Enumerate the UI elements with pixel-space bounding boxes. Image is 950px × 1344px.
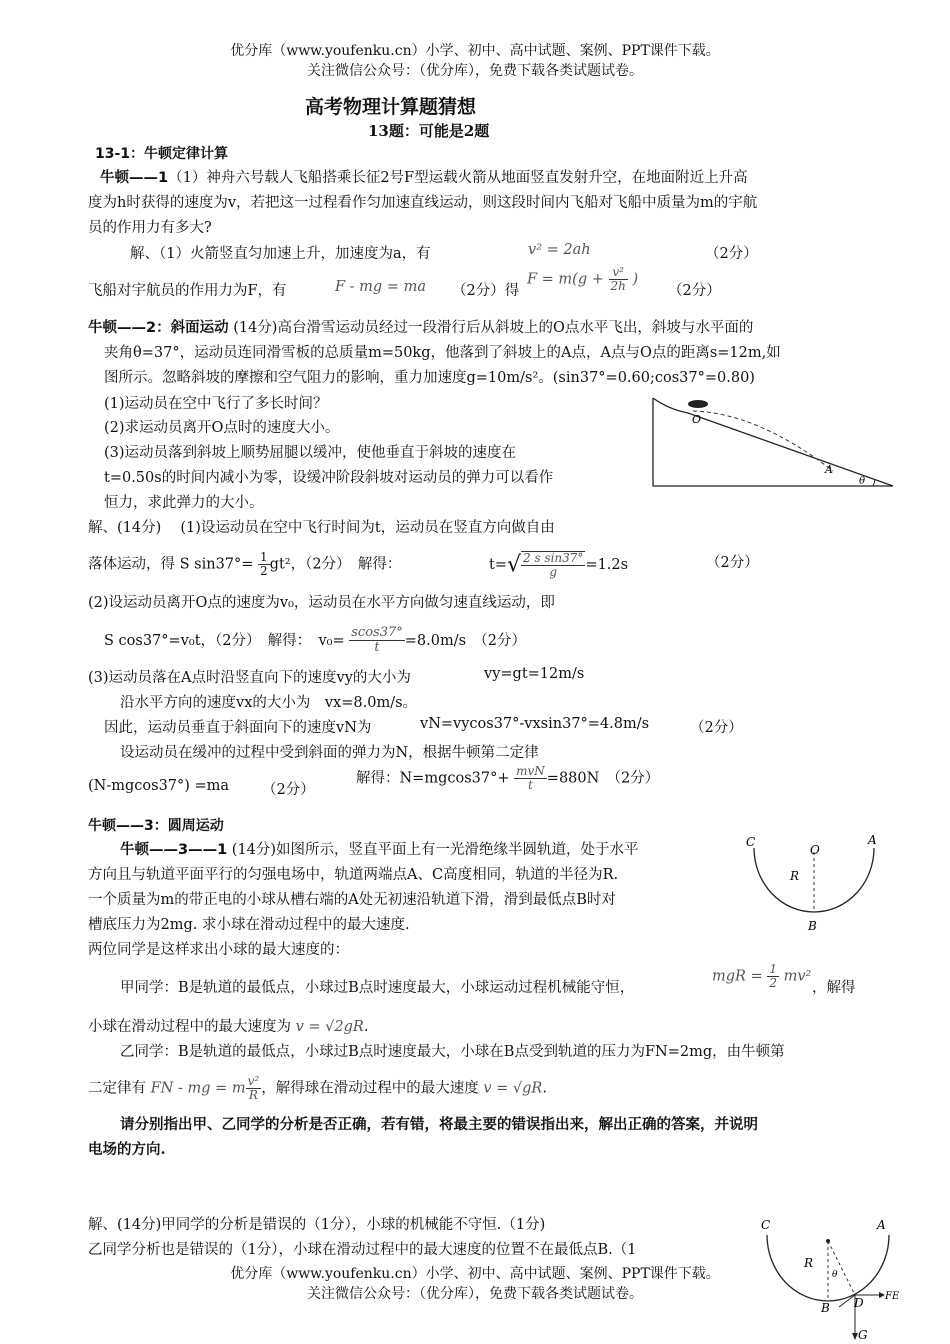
p2-solution9a: (N-mgcos37°) =ma	[88, 778, 230, 794]
problem1-line3: 员的作用力有多大?	[88, 220, 212, 236]
angle-theta-label: θ	[859, 476, 866, 487]
problem2-line2: 夹角θ=37°，运动员连同滑雪板的总质量m=50kg，他落到了斜坡上的A点，A点与O点的距离s=12m,如	[104, 345, 781, 361]
page-title: 高考物理计算题猜想	[305, 96, 477, 118]
student-a-text: 甲同学：B是轨道的最低点，小球过B点时速度最大，小球运动过程机械能守恒，	[120, 980, 635, 996]
problem2-q3a: (3)运动员落到斜坡上顺势屈腿以缓冲，使他垂直于斜坡的速度在	[104, 445, 517, 461]
p2-solution7a: 因此，运动员垂直于斜面向下的速度vN为	[104, 720, 372, 736]
point-C-label: C	[761, 1218, 771, 1232]
angle-theta-label: θ	[832, 1270, 838, 1280]
force-FE-label: FE	[885, 1291, 900, 1302]
semicircle-track-diagram	[742, 830, 887, 935]
p2-solution9b: （2分）	[262, 782, 315, 798]
problem2-line3: 图所示。忽略斜坡的摩擦和空气阻力的影响，重力加速度g=10m/s²。(sin37°=0.60;cos37°=0.80)	[104, 370, 755, 386]
problem3-label: 牛顿——3：圆周运动	[88, 818, 224, 834]
p2-solution8: 设运动员在缓冲的过程中受到斜面的弹力为N，根据牛顿第二定律	[120, 745, 539, 761]
equation-v2-2ah: v² = 2ah	[528, 242, 591, 258]
problem2-q3b: t=0.50s的时间内减小为零，设缓冲阶段斜坡对运动员的弹力可以看作	[104, 470, 554, 486]
problem1-line1	[100, 166, 748, 187]
score-label: （2分）	[705, 246, 758, 262]
point-B-label: B	[808, 919, 817, 933]
problem2-q3c: 恒力，求此弹力的大小。	[104, 495, 264, 511]
student-b-text: 乙同学：B是轨道的最低点，小球过B点时速度最大，小球在B点受到轨道的压力为FN=2mg，由牛顿第	[120, 1044, 785, 1060]
problem3-line1: 牛顿——3——1 (14分)如图所示，竖直平面上有一光滑绝缘半圆轨道，处于水平	[120, 842, 639, 858]
score-label: （2分）	[706, 555, 759, 571]
problem1-label: 牛顿——1	[100, 170, 169, 186]
score-label: （2分）	[690, 720, 743, 736]
problem1-solution1: 解、（1）火箭竖直匀加速上升，加速度为a，有	[130, 246, 431, 262]
problem1-text1: （1）神舟六号载人飞船搭乘长征2号F型运载火箭从地面竖直发射升空，在地面附近上升高	[168, 170, 748, 186]
point-A-label: A	[825, 463, 833, 476]
point-O-label: O	[810, 843, 820, 857]
problem2-line1: 牛顿——2：斜面运动 (14分)高台滑雪运动员经过一段滑行后从斜坡上的O点水平飞出，斜坡与水平面的	[88, 320, 754, 336]
problem1-solution2b: （2分）得	[452, 283, 520, 299]
p2-time-result: t=√ $\frac{\text{2 s sin37°}}{g}$ =1.2s	[489, 551, 629, 580]
answer-line1: 解、(14分)甲同学的分析是错误的（1分），小球的机械能不守恒.（1分)	[88, 1217, 546, 1233]
equation-energy: mgR = $\frac{1}{2}$ mv²	[712, 962, 812, 991]
skier-icon	[688, 400, 708, 408]
page-subtitle: 13题：可能是2题	[368, 122, 490, 140]
equation-newton: F - mg = ma	[335, 279, 426, 295]
point-D-label: D	[854, 1296, 864, 1310]
header-line1: 优分库（www.youfenku.cn）小学、初中、高中试题、案例、PPT课件下载。	[230, 43, 720, 59]
slope-diagram	[648, 393, 898, 493]
equation-force-result: F = m(g + $\frac{\text{v²}}{2h}$ )	[527, 265, 639, 294]
p2-solution5b: vy=gt=12m/s	[484, 666, 585, 682]
question-ask1: 请分别指出甲、乙同学的分析是否正确，若有错，将最主要的错误指出来，解出正确的答案，并说明	[120, 1116, 758, 1133]
answer-line2: 乙同学分析也是错误的（1分），小球在滑动过程中的最大速度的位置不在最低点B.（1	[88, 1242, 637, 1258]
p2-solution4: S cos37°=v₀t，（2分） 解得： v₀= $\frac{scos37^\circ}{t}$ =8.0m/s （2分）	[104, 625, 527, 656]
problem1-line2: 度为h时获得的速度为v，若把这一过程看作匀加速直线运动，则这段时间内飞船对飞船中质量为m的宇航	[88, 195, 758, 211]
point-A-label: A	[877, 1218, 886, 1232]
p2-solution3: (2)设运动员离开O点的速度为v₀，运动员在水平方向做匀速直线运动，即	[88, 595, 555, 611]
force-G-label: G	[858, 1328, 868, 1342]
problem1-solution2: 飞船对宇航员的作用力为F，有	[88, 283, 287, 299]
point-O-label: O	[692, 413, 702, 426]
problem3-line3: 一个质量为m的带正电的小球从槽右端的A处无初速沿轨道下滑，滑到最低点B时对	[88, 892, 616, 908]
question-ask2: 电场的方向.	[88, 1141, 166, 1158]
radius-R-label: R	[790, 869, 800, 883]
point-B-label: B	[821, 1301, 830, 1315]
p2-solution9c: 解得：N=mgcos37°+ $\frac{\text{mvN}}{t}$ =880N （2分）	[356, 764, 660, 793]
problem3-line4: 槽底压力为2mg. 求小球在滑动过程中的最大速度.	[88, 917, 410, 933]
score-label: （2分）	[668, 283, 721, 299]
footer-line2: 关注微信公众号：（优分库），免费下载各类试题试卷。	[307, 1286, 643, 1302]
student-a-result: 小球在滑动过程中的最大速度为 v = √2gR.	[88, 1019, 369, 1035]
p2-solution6: 沿水平方向的速度vx的大小为 vx=8.0m/s。	[120, 695, 418, 711]
footer-line1: 优分库（www.youfenku.cn）小学、初中、高中试题、案例、PPT课件下载。	[230, 1266, 720, 1282]
p2-solution2: 落体运动，得 S sin37°= $\frac{1}{2}$ gt²，（2分） 解得：	[88, 550, 402, 579]
p2-solution5a: (3)运动员落在A点时沿竖直向下的速度vy的大小为	[88, 670, 411, 686]
problem2-q1: (1)运动员在空中飞行了多长时间？	[104, 396, 328, 412]
p2-solution1: 解、(14分) (1)设运动员在空中飞行时间为t，运动员在竖直方向做自由	[88, 520, 555, 536]
problem2-label: 牛顿——2：斜面运动	[88, 320, 229, 336]
problem3-line2: 方向且与轨道平面平行的匀强电场中，轨道两端点A、C高度相同，轨道的半径为R.	[88, 867, 619, 883]
student-a-text-end: ，解得	[812, 980, 856, 996]
p2-solution7b: vN=vycos37°-vxsin37°=4.8m/s	[420, 716, 650, 732]
student-b-result: 二定律有 FN - mg = m $\frac{\text{v²}}{R}$ ，解得球在滑动过程中的最大速度 v = √gR.	[88, 1074, 547, 1103]
problem2-q2: (2)求运动员离开O点时的速度大小。	[104, 420, 340, 436]
header-line2: 关注微信公众号：（优分库），免费下载各类试题试卷。	[307, 63, 643, 79]
problem3-line5: 两位同学是这样求出小球的最大速度的：	[88, 942, 349, 958]
point-C-label: C	[746, 835, 756, 849]
section-heading: 13-1：牛顿定律计算	[95, 146, 229, 162]
radius-R-label: R	[804, 1256, 814, 1270]
point-A-label: A	[868, 833, 877, 847]
